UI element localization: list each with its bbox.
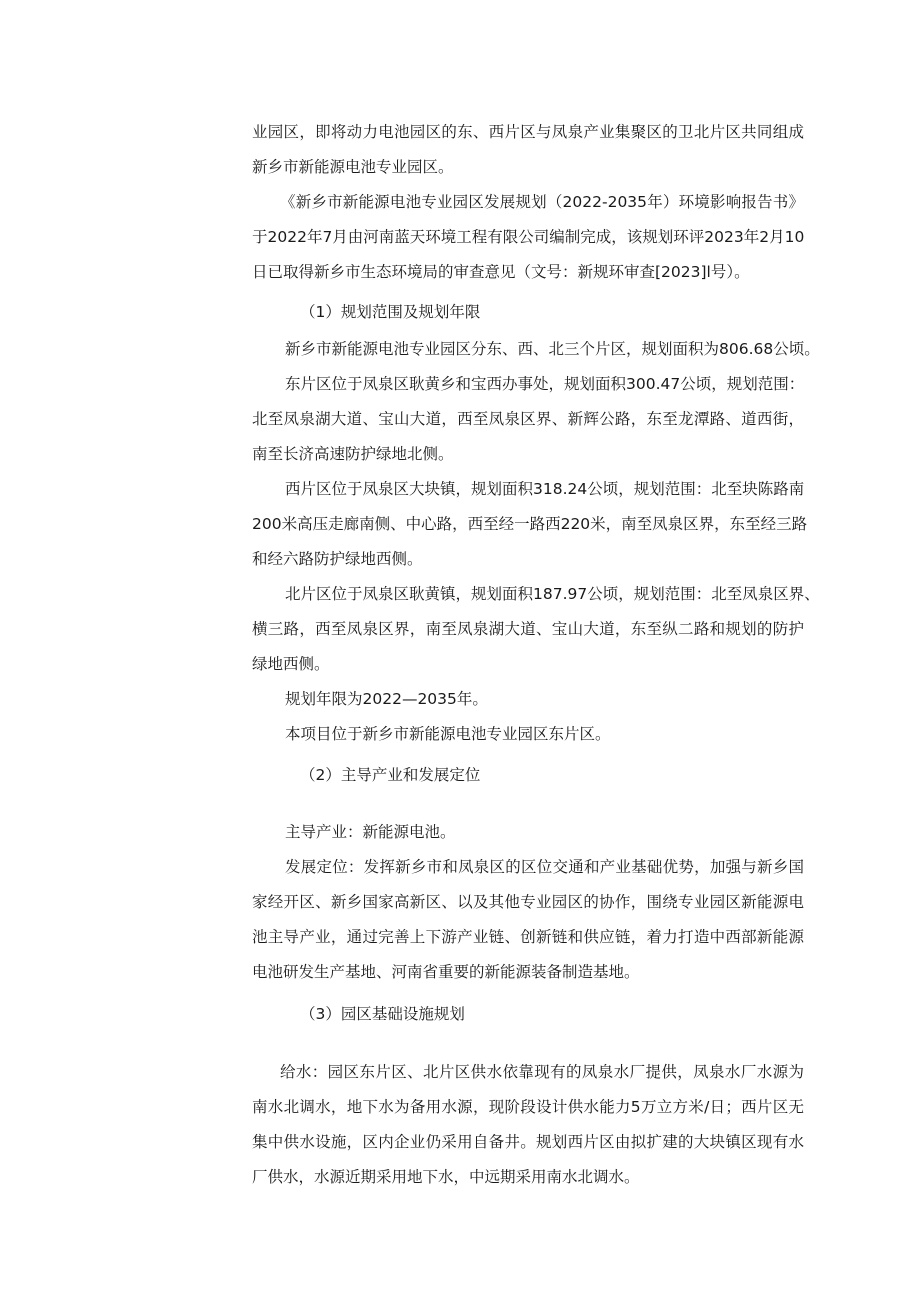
paragraph-line: 集中供水设施，区内企业仍采用自备井。规划西片区由拟扩建的大块镇区现有水 bbox=[252, 1133, 804, 1151]
paragraph-line: 和经六路防护绿地西侧。 bbox=[252, 550, 423, 568]
paragraph-line: 西片区位于凤泉区大块镇，规划面积318.24公顷，规划范围：北至块陈路南 bbox=[285, 480, 805, 498]
paragraph-line: 本项目位于新乡市新能源电池专业园区东片区。 bbox=[285, 725, 611, 743]
paragraph-line: 池主导产业，通过完善上下游产业链、创新链和供应链，着力打造中西部新能源 bbox=[252, 928, 804, 946]
paragraph-line: 给水：园区东片区、北片区供水依靠现有的凤泉水厂提供，凤泉水厂水源为 bbox=[280, 1063, 804, 1081]
paragraph-line: 日已取得新乡市生态环境局的审查意见（文号：新规环审查[2023]l号）。 bbox=[252, 263, 750, 281]
paragraph-line: 南至长济高速防护绿地北侧。 bbox=[252, 445, 454, 463]
paragraph-line: 南水北调水，地下水为备用水源，现阶段设计供水能力5万立方米/日；西片区无 bbox=[252, 1098, 804, 1116]
paragraph-line: 200米高压走廊南侧、中心路，西至经一路西220米，南至凤泉区界，东至经三路 bbox=[252, 515, 808, 533]
paragraph-line: 规划年限为2022—2035年。 bbox=[285, 690, 488, 708]
paragraph-line: 新乡市新能源电池专业园区。 bbox=[252, 158, 454, 176]
paragraph-line: 横三路，西至凤泉区界，南至凤泉湖大道、宝山大道，东至纵二路和规划的防护 bbox=[252, 620, 804, 638]
section-heading: （2）主导产业和发展定位 bbox=[300, 766, 481, 784]
paragraph-line: 主导产业：新能源电池。 bbox=[285, 823, 456, 841]
section-heading: （3）园区基础设施规划 bbox=[300, 1005, 465, 1023]
paragraph-line: 新乡市新能源电池专业园区分东、西、北三个片区，规划面积为806.68公顷。 bbox=[285, 340, 820, 358]
paragraph-line: 厂供水，水源近期采用地下水，中远期采用南水北调水。 bbox=[252, 1168, 640, 1186]
paragraph-line: 北至凤泉湖大道、宝山大道，西至凤泉区界、新辉公路，东至龙潭路、道西街， bbox=[252, 410, 804, 428]
paragraph-line: 北片区位于凤泉区耿黄镇，规划面积187.97公顷，规划范围：北至凤泉区界、 bbox=[285, 585, 820, 603]
paragraph-line: 业园区，即将动力电池园区的东、西片区与凤泉产业集聚区的卫北片区共同组成 bbox=[252, 123, 804, 141]
paragraph-line: 于2022年7月由河南蓝天环境工程有限公司编制完成，该规划环评2023年2月10 bbox=[252, 228, 805, 246]
paragraph-line: 《新乡市新能源电池专业园区发展规划（2022-2035年）环境影响报告书》 bbox=[280, 193, 804, 211]
paragraph-line: 绿地西侧。 bbox=[252, 655, 330, 673]
section-heading: （1）规划范围及规划年限 bbox=[300, 303, 481, 321]
paragraph-line: 家经开区、新乡国家高新区、以及其他专业园区的协作，围绕专业园区新能源电 bbox=[252, 893, 804, 911]
paragraph-line: 东片区位于凤泉区耿黄乡和宝西办事处，规划面积300.47公顷，规划范围： bbox=[285, 375, 805, 393]
paragraph-line: 发展定位：发挥新乡市和凤泉区的区位交通和产业基础优势，加强与新乡国 bbox=[285, 858, 804, 876]
paragraph-line: 电池研发生产基地、河南省重要的新能源装备制造基地。 bbox=[252, 963, 640, 981]
